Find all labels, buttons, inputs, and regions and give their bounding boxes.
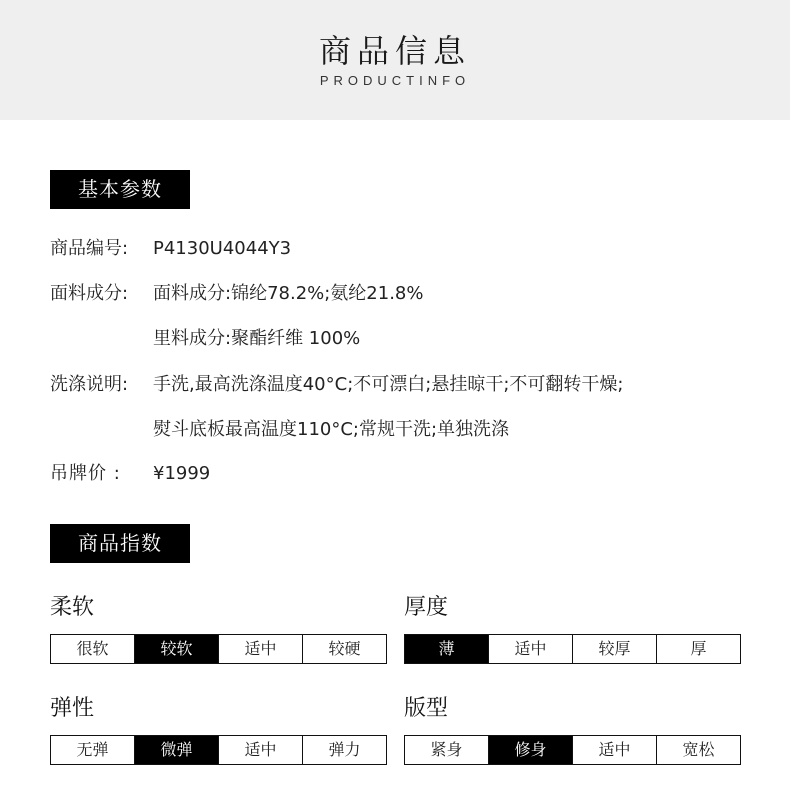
fabric-outer-value: 面料成分:锦纶78.2%;氨纶21.8% (153, 283, 424, 304)
fit-option: 宽松 (657, 736, 740, 764)
price-label: 吊牌价 : (50, 463, 121, 484)
thickness-scale (404, 634, 741, 664)
elasticity-option: 弹力 (303, 736, 386, 764)
wash-line-2: 熨斗底板最高温度110°C;常规干洗;单独洗涤 (153, 419, 510, 440)
thickness-option: 较厚 (573, 635, 657, 663)
price-value: ¥1999 (153, 463, 211, 484)
wash-line-1: 手洗,最高洗涤温度40°C;不可漂白;悬挂晾干;不可翻转干燥; (153, 374, 624, 395)
header-banner (0, 0, 790, 120)
fit-option: 适中 (573, 736, 657, 764)
fabric-lining-value: 里料成分:聚酯纤维 100% (153, 328, 361, 349)
elasticity-option: 无弹 (51, 736, 135, 764)
softness-option: 很软 (51, 635, 135, 663)
thickness-option: 厚 (657, 635, 740, 663)
thickness-title: 厚度 (404, 595, 449, 620)
elasticity-scale (50, 735, 387, 765)
elasticity-option: 适中 (219, 736, 303, 764)
elasticity-option: 微弹 (135, 736, 219, 764)
thickness-option: 薄 (405, 635, 489, 663)
fabric-label: 面料成分: (50, 283, 129, 304)
softness-option: 较软 (135, 635, 219, 663)
fit-option: 修身 (489, 736, 573, 764)
section-tag-basic: 基本参数 (50, 170, 190, 209)
softness-title: 柔软 (50, 595, 95, 620)
product-number-value: P4130U4044Y3 (153, 238, 292, 259)
elasticity-title: 弹性 (50, 696, 95, 721)
section-tag-index: 商品指数 (50, 524, 190, 563)
fit-title: 版型 (404, 696, 449, 721)
page-subtitle: PRODUCTINFO (319, 73, 471, 88)
softness-scale (50, 634, 387, 664)
page-title: 商品信息 (318, 32, 471, 70)
fit-option: 紧身 (405, 736, 489, 764)
wash-label: 洗涤说明: (50, 374, 129, 395)
fit-scale (404, 735, 741, 765)
thickness-option: 适中 (489, 635, 573, 663)
softness-option: 适中 (219, 635, 303, 663)
softness-option: 较硬 (303, 635, 386, 663)
product-number-label: 商品编号: (50, 238, 129, 259)
